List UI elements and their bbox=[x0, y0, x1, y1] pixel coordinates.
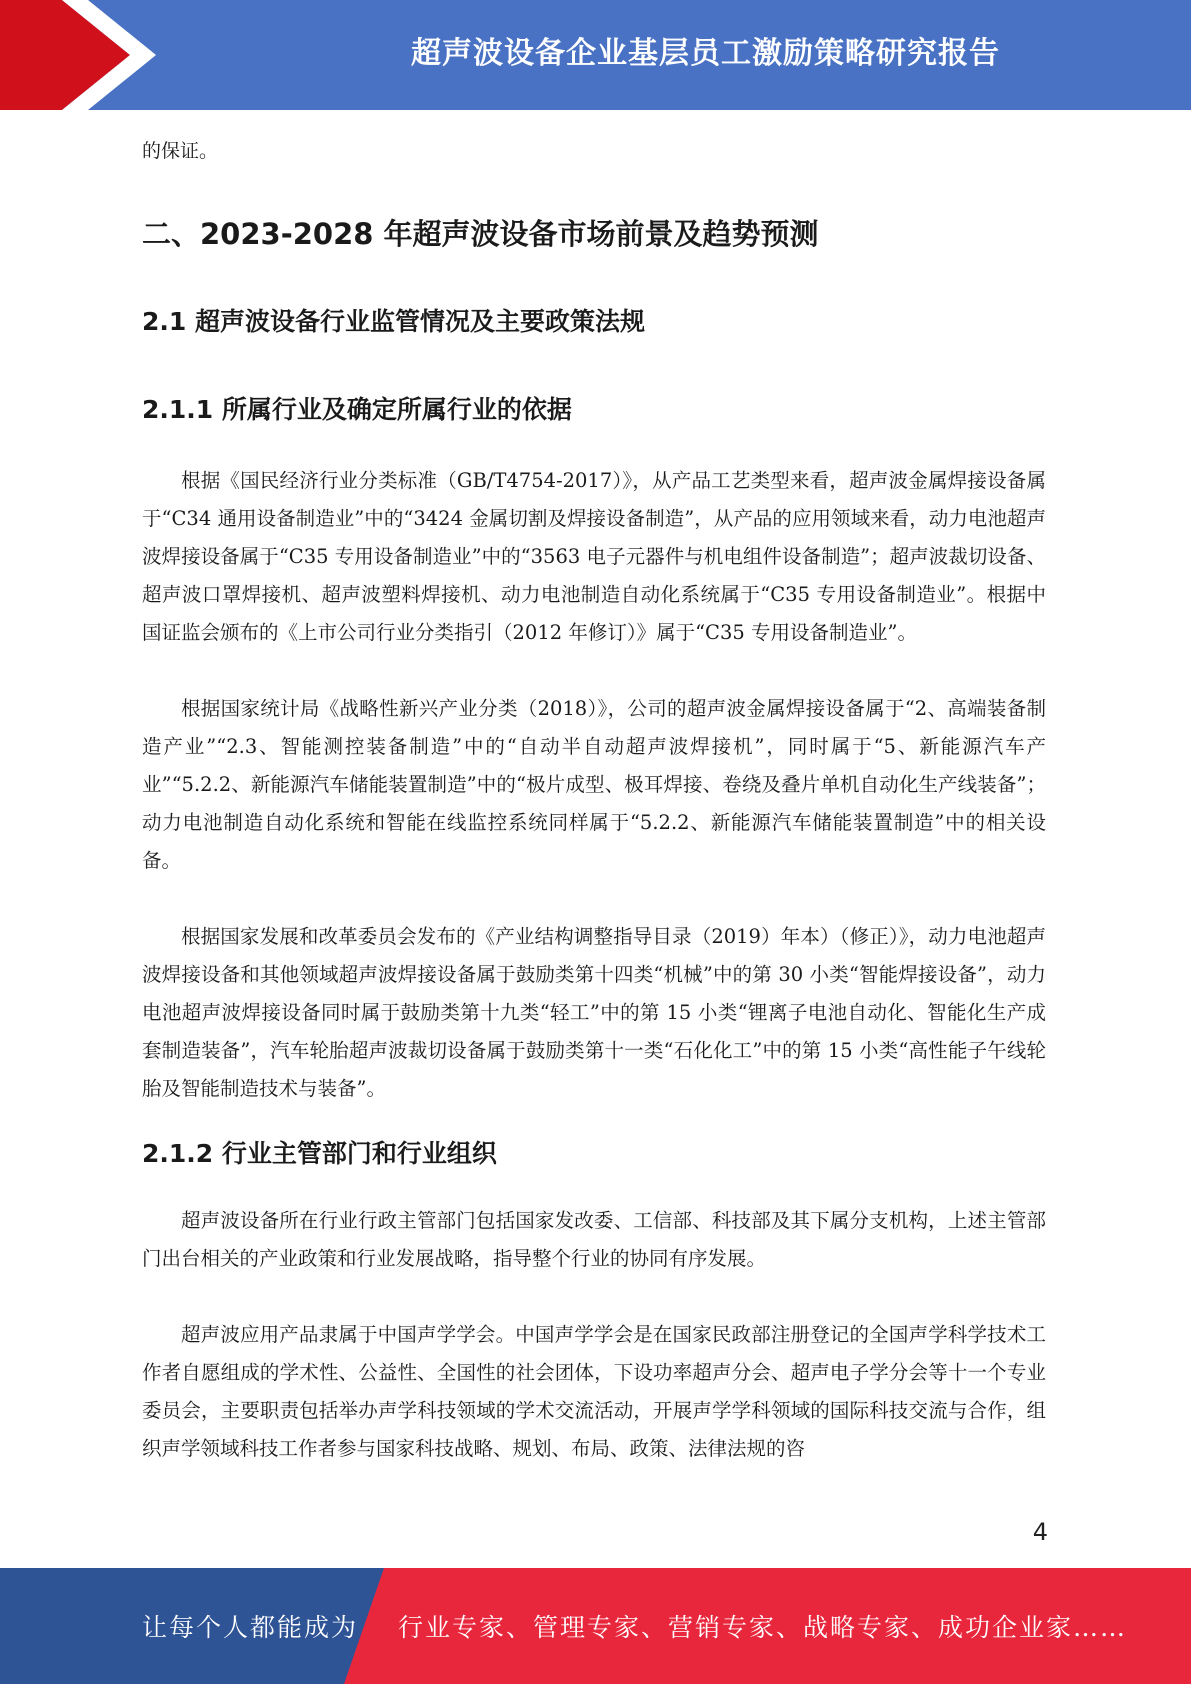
body-paragraph: 超声波设备所在行业行政主管部门包括国家发改委、工信部、科技部及其下属分支机构，上述主管部门出台相关的产业政策和行业发展战略，指导整个行业的协同有序发展。 bbox=[142, 1209, 1046, 1270]
continued-text: 的保证。 bbox=[142, 140, 219, 162]
subsubsection-heading-1: 2.1.1 所属行业及确定所属行业的依据 bbox=[142, 395, 572, 424]
footer-slogan-right: 行业专家、管理专家、营销专家、战略专家、成功企业家…… bbox=[398, 1613, 1128, 1642]
page-header bbox=[0, 0, 1191, 110]
body-paragraph: 根据《国民经济行业分类标准（GB/T4754-2017）》，从产品工艺类型来看，超声波金属焊接设备属于“C34 通用设备制造业”中的“3424 金属切割及焊接设备制造”，从产品的应用领域来看，动力电池超声波焊接设备属于“C35 专用设备制造业”中的“3563 电子元器件与机电组件设备制造”；超声波裁切设备、超声波口罩焊接机、超声波塑料焊接机、动力电池制造自动化系统属于“C35 专用设备制造业”。根据中国证监会颁布的《上市公司行业分类指引（2012 年修订）》属于“C35 专用设备制造业”。 bbox=[142, 469, 1046, 644]
footer-slogan-left: 让每个人都能成为 bbox=[142, 1613, 359, 1642]
subsection-heading: 2.1 超声波设备行业监管情况及主要政策法规 bbox=[142, 307, 645, 336]
body-paragraph: 根据国家发展和改革委员会发布的《产业结构调整指导目录（2019）年本）（修正）》，动力电池超声波焊接设备和其他领域超声波焊接设备属于鼓励类第十四类“机械”中的第 30 小类“智能焊接设备”，动力电池超声波焊接设备同时属于鼓励类第十九类“轻工”中的第 15 小类“锂离子电池自动化、智能化生产成套制造装备”，汽车轮胎超声波裁切设备属于鼓励类第十一类“石化化工”中的第 15 小类“高性能子午线轮胎及智能制造技术与装备”。 bbox=[142, 925, 1046, 1100]
page-number: 4 bbox=[1032, 1518, 1048, 1546]
section-heading: 二、2023-2028 年超声波设备市场前景及趋势预测 bbox=[142, 217, 819, 251]
report-title: 超声波设备企业基层员工激励策略研究报告 bbox=[411, 36, 1000, 71]
body-paragraph: 根据国家统计局《战略性新兴产业分类（2018）》，公司的超声波金属焊接设备属于“2、高端装备制造产业”“2.3、智能测控装备制造”中的“自动半自动超声波焊接机”，同时属于“5、新能源汽车产业”“5.2.2、新能源汽车储能装置制造”中的“极片成型、极耳焊接、卷绕及叠片单机自动化生产线装备”；动力电池制造自动化系统和智能在线监控系统同样属于“5.2.2、新能源汽车储能装置制造”中的相关设备。 bbox=[142, 697, 1046, 872]
page-footer bbox=[0, 1568, 1191, 1684]
document-body bbox=[142, 132, 1046, 1468]
subsubsection-heading-2: 2.1.2 行业主管部门和行业组织 bbox=[142, 1139, 497, 1168]
body-paragraph: 超声波应用产品隶属于中国声学学会。中国声学学会是在国家民政部注册登记的全国声学科学技术工作者自愿组成的学术性、公益性、全国性的社会团体，下设功率超声分会、超声电子学分会等十一个专业委员会，主要职责包括举办声学科技领域的学术交流活动，开展声学学科领域的国际科技交流与合作，组织声学领域科技工作者参与国家科技战略、规划、布局、政策、法律法规的咨 bbox=[142, 1323, 1046, 1460]
